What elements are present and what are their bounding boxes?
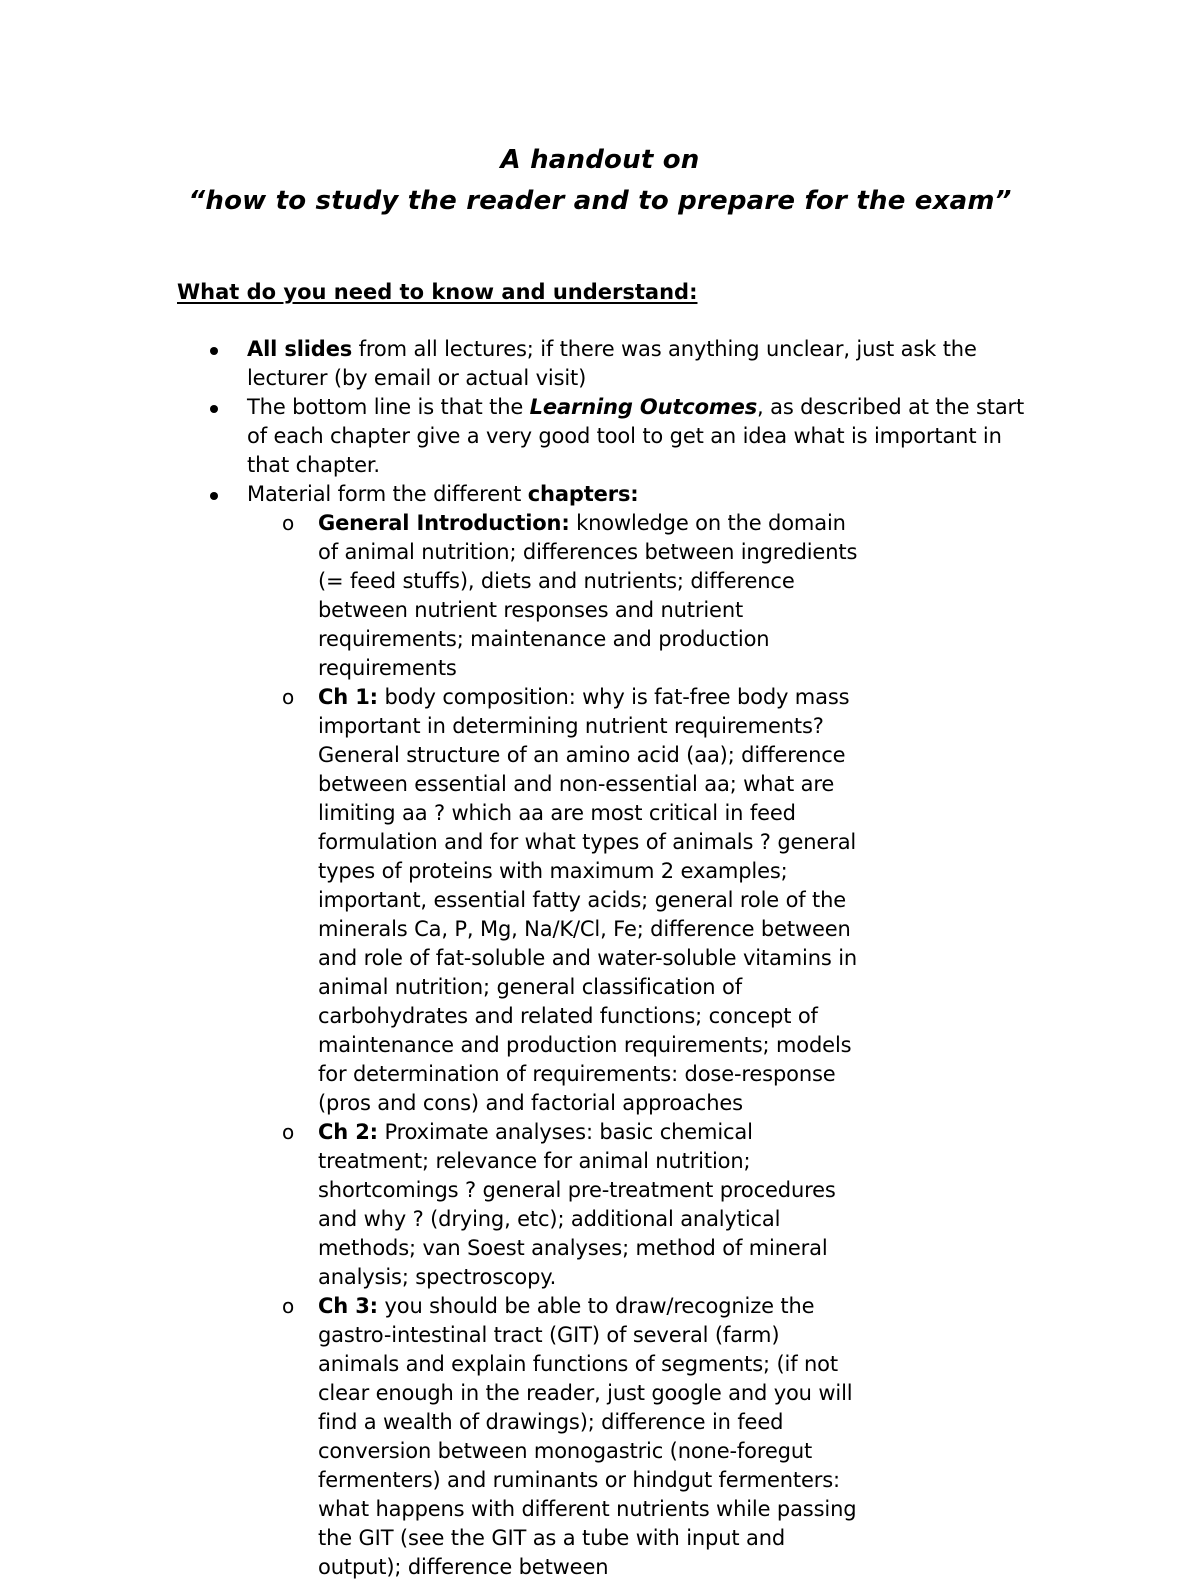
sub-item-text: you should be able to draw/recognize the gastro-intestinal tract (GIT) of several (farm) animals and explain functions of segments; (if not clear enough in the reader, just google and you will find a wealth of drawings); difference in feed conversion between monogastric (none-foregut fermenters) and ruminants or hindgut fermenters: what happens with different nutrients while passing the GIT (see the GIT as a tube with input and output); difference between [318,1294,857,1579]
sub-bullet-marker: o [282,511,295,535]
sub-bullet-marker: o [282,685,295,709]
bullet-text-pre: The bottom line is that the [247,395,530,419]
bullet-list [0,335,1200,1582]
sub-item-text: Proximate analyses: basic chemical treatment; relevance for animal nutrition; shortcomings ? general pre-treatment procedures and why ? (drying, etc); additional analytical methods; van Soest analyses; method of mineral analysis; spectroscopy. [318,1120,836,1289]
sub-item-label: Ch 1: [318,685,378,709]
bullet-item-chapters [0,480,1200,1582]
chapter-sub-list [247,509,1030,1582]
sub-item-ch3 [0,1292,1030,1582]
bullet-emphasis-text: Learning Outcomes [529,395,758,419]
bullet-item-slides [0,335,1200,393]
bullet-text: from all lectures; if there was anything unclear, just ask the lecturer (by email or actual visit) [247,337,977,390]
bullet-bold-text: chapters: [527,482,639,506]
sub-item-label: Ch 2: [318,1120,378,1144]
sub-item-text: knowledge on the domain of animal nutrition; differences between ingredients (= feed stuffs), diets and nutrients; difference between nutrient responses and nutrient requirements; maintenance and production requirements [318,511,858,680]
bullet-item-learning-outcomes [0,393,1200,480]
title-line-1: A handout on [500,145,700,175]
bullet-bold-text: All slides [247,337,353,361]
sub-item-general-introduction [0,509,1030,683]
sub-item-label: General Introduction: [318,511,570,535]
bullet-dot-icon [210,405,218,413]
sub-item-ch2 [0,1118,1030,1292]
sub-bullet-marker: o [282,1294,295,1318]
title-line-2: “how to study the reader and to prepare for the exam” [188,186,1012,216]
sub-item-ch1 [0,683,1030,1118]
sub-item-label: Ch 3: [318,1294,378,1318]
section-heading: What do you need to know and understand: [177,280,698,304]
bullet-dot-icon [210,347,218,355]
bullet-text-post: , as described at the start of each chapter give a very good tool to get an idea what is important in that chapter. [247,395,1025,477]
sub-bullet-marker: o [282,1120,295,1144]
sub-item-text: body composition: why is fat-free body mass important in determining nutrient requirements? General structure of an amino acid (aa); difference between essential and non-essential aa; what are limiting aa ? which aa are most critical in feed formulation and for what types of animals ? general types of proteins with maximum 2 examples; important, essential fatty acids; general role of the minerals Ca, P, Mg, Na/K/Cl, Fe; difference between and role of fat-soluble and water-soluble vitamins in animal nutrition; general classification of carbohydrates and related functions; concept of maintenance and production requirements; models for determination of requirements: dose-response (pros and cons) and factorial approaches [318,685,858,1115]
bullet-text-pre: Material form the different [247,482,528,506]
bullet-dot-icon [210,492,218,500]
page-title [0,140,1200,222]
